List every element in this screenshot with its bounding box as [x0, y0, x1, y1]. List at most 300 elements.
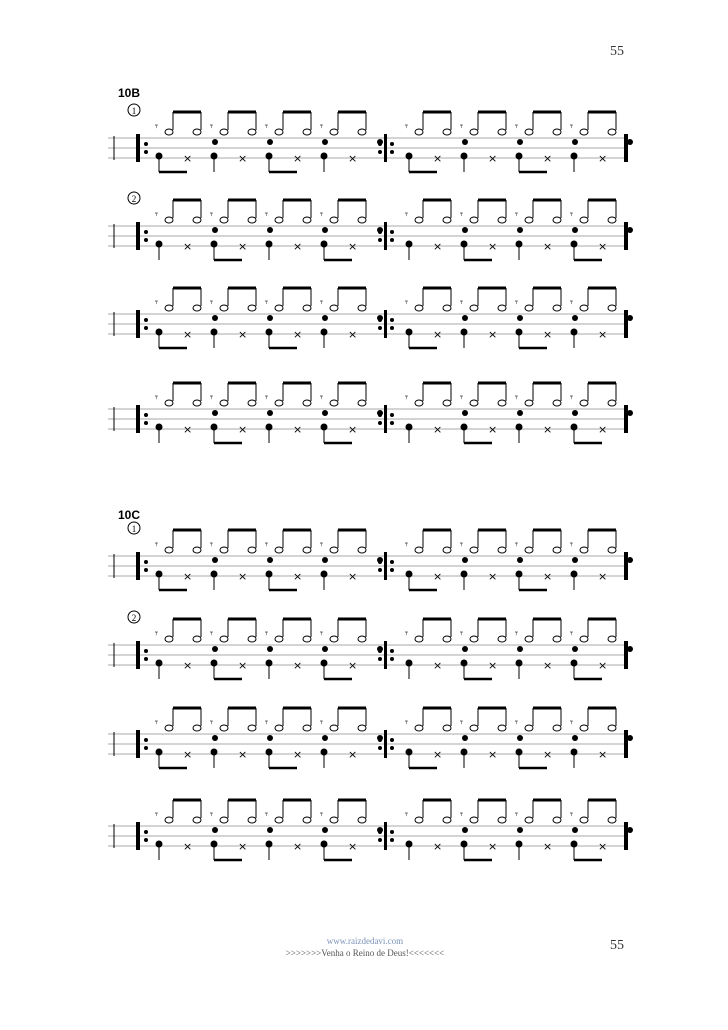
repeat-start-bar [136, 222, 140, 250]
repeat-dot [390, 230, 394, 234]
eighth-rest: 𝄾 [155, 538, 158, 551]
footer-website-link[interactable]: www.raizdedavi.com [326, 936, 404, 946]
eighth-rest: 𝄾 [405, 208, 408, 221]
snare-ghost-note: × [348, 748, 358, 761]
eighth-rest: 𝄾 [460, 538, 463, 551]
snare-note [627, 227, 633, 233]
repeat-dot [378, 838, 382, 842]
cymbal-note [525, 129, 533, 135]
repeat-dot [378, 657, 382, 661]
repeat-start-bar [136, 730, 140, 758]
eighth-rest: 𝄾 [265, 296, 268, 309]
snare-note [322, 315, 328, 321]
snare-note [627, 557, 633, 563]
cymbal-note [415, 305, 423, 311]
cymbal-note [498, 129, 506, 135]
eighth-rest: 𝄾 [405, 538, 408, 551]
cymbal-note [358, 547, 366, 553]
cymbal-note [330, 400, 338, 406]
cymbal-note [525, 725, 533, 731]
repeat-dot [144, 238, 148, 242]
snare-ghost-note: × [598, 328, 608, 341]
page-number-top: 55 [610, 44, 624, 59]
snare-note [377, 557, 383, 563]
eighth-rest: 𝄾 [515, 208, 518, 221]
snare-note [517, 139, 523, 145]
snare-ghost-note: × [598, 840, 608, 853]
cymbal-note [498, 217, 506, 223]
repeat-dot [390, 657, 394, 661]
eighth-rest: 𝄾 [265, 627, 268, 640]
snare-ghost-note: × [543, 328, 553, 341]
eighth-rest: 𝄾 [515, 716, 518, 729]
snare-note [627, 646, 633, 652]
cymbal-note [275, 305, 283, 311]
cymbal-note [580, 217, 588, 223]
snare-note [572, 139, 578, 145]
repeat-dot [144, 649, 148, 653]
snare-note [377, 735, 383, 741]
snare-note [212, 227, 218, 233]
snare-ghost-note: × [348, 328, 358, 341]
repeat-end-bar [624, 641, 628, 669]
cymbal-note [525, 817, 533, 823]
cymbal-note [580, 129, 588, 135]
repeat-dot [144, 560, 148, 564]
snare-ghost-note: × [348, 570, 358, 583]
cymbal-note [358, 400, 366, 406]
snare-ghost-note: × [598, 570, 608, 583]
cymbal-note [303, 817, 311, 823]
repeat-dot [378, 421, 382, 425]
eighth-rest: 𝄾 [570, 208, 573, 221]
snare-note [462, 410, 468, 416]
repeat-start-bar [136, 134, 140, 162]
eighth-rest: 𝄾 [320, 716, 323, 729]
section-label-10c: 10C [118, 508, 141, 522]
cymbal-note [220, 636, 228, 642]
repeat-dot [144, 746, 148, 750]
cymbal-note [580, 725, 588, 731]
repeat-dot [390, 413, 394, 417]
snare-ghost-note: × [238, 840, 248, 853]
cymbal-note [553, 129, 561, 135]
cymbal-note [553, 636, 561, 642]
repeat-dot [390, 318, 394, 322]
cymbal-note [358, 305, 366, 311]
snare-note [517, 827, 523, 833]
cymbal-note [470, 636, 478, 642]
repeat-dot [390, 142, 394, 146]
cymbal-note [498, 305, 506, 311]
repeat-dot [390, 568, 394, 572]
snare-note [212, 827, 218, 833]
repeat-dot [390, 560, 394, 564]
snare-ghost-note: × [348, 423, 358, 436]
staff-system [108, 522, 633, 590]
eighth-rest: 𝄾 [265, 208, 268, 221]
cymbal-note [275, 400, 283, 406]
repeat-start-bar [136, 552, 140, 580]
snare-ghost-note: × [293, 659, 303, 672]
eighth-rest: 𝄾 [210, 716, 213, 729]
cymbal-note [275, 725, 283, 731]
repeat-start-bar [136, 822, 140, 850]
snare-ghost-note: × [348, 840, 358, 853]
repeat-dot [378, 326, 382, 330]
cymbal-note [358, 129, 366, 135]
snare-ghost-note: × [543, 748, 553, 761]
repeat-end-bar [624, 310, 628, 338]
cymbal-note [193, 400, 201, 406]
eighth-rest: 𝄾 [320, 627, 323, 640]
snare-note [267, 557, 273, 563]
eighth-rest: 𝄾 [460, 716, 463, 729]
snare-note [627, 827, 633, 833]
cymbal-note [275, 817, 283, 823]
cymbal-note [303, 129, 311, 135]
cymbal-note [330, 547, 338, 553]
snare-note [322, 557, 328, 563]
repeat-start-bar [136, 641, 140, 669]
snare-ghost-note: × [433, 240, 443, 253]
snare-note [462, 139, 468, 145]
snare-ghost-note: × [433, 423, 443, 436]
snare-note [517, 315, 523, 321]
cymbal-note [220, 129, 228, 135]
snare-note [212, 315, 218, 321]
eighth-rest: 𝄾 [265, 716, 268, 729]
eighth-rest: 𝄾 [515, 538, 518, 551]
repeat-end-bar [624, 405, 628, 433]
snare-ghost-note: × [293, 423, 303, 436]
repeat-end-bar [624, 552, 628, 580]
eighth-rest: 𝄾 [320, 391, 323, 404]
repeat-dot [144, 150, 148, 154]
eighth-rest: 𝄾 [570, 627, 573, 640]
snare-note [517, 735, 523, 741]
repeat-end-bar [624, 730, 628, 758]
cymbal-note [303, 305, 311, 311]
cymbal-note [275, 129, 283, 135]
repeat-mid-bar [384, 310, 387, 338]
eighth-rest: 𝄾 [320, 120, 323, 133]
cymbal-note [220, 725, 228, 731]
eighth-rest: 𝄾 [210, 538, 213, 551]
cymbal-note [193, 817, 201, 823]
cymbal-note [415, 217, 423, 223]
section-label-10b: 10B [118, 86, 141, 100]
eighth-rest: 𝄾 [210, 296, 213, 309]
system-marker: 2 [131, 613, 137, 623]
snare-note [212, 646, 218, 652]
cymbal-note [248, 305, 256, 311]
eighth-rest: 𝄾 [155, 120, 158, 133]
snare-note [267, 410, 273, 416]
repeat-dot [144, 413, 148, 417]
snare-ghost-note: × [543, 240, 553, 253]
eighth-rest: 𝄾 [515, 391, 518, 404]
staff-system [108, 708, 633, 768]
cymbal-note [248, 400, 256, 406]
cymbal-note [608, 547, 616, 553]
cymbal-note [248, 129, 256, 135]
cymbal-note [553, 305, 561, 311]
cymbal-note [443, 217, 451, 223]
cymbal-note [275, 547, 283, 553]
snare-ghost-note: × [598, 423, 608, 436]
eighth-rest: 𝄾 [570, 538, 573, 551]
cymbal-note [358, 725, 366, 731]
snare-note [572, 646, 578, 652]
cymbal-note [193, 636, 201, 642]
footer-tagline: >>>>>>>Venha o Reino de Deus!<<<<<<< [285, 948, 445, 958]
repeat-mid-bar [384, 405, 387, 433]
cymbal-note [580, 400, 588, 406]
cymbal-note [443, 636, 451, 642]
snare-ghost-note: × [183, 423, 193, 436]
snare-note [322, 410, 328, 416]
cymbal-note [415, 547, 423, 553]
snare-ghost-note: × [238, 570, 248, 583]
eighth-rest: 𝄾 [460, 808, 463, 821]
repeat-mid-bar [384, 134, 387, 162]
cymbal-note [470, 400, 478, 406]
snare-note [377, 827, 383, 833]
eighth-rest: 𝄾 [405, 627, 408, 640]
eighth-rest: 𝄾 [155, 208, 158, 221]
snare-ghost-note: × [488, 570, 498, 583]
staff-system [108, 192, 633, 260]
snare-ghost-note: × [183, 570, 193, 583]
snare-ghost-note: × [543, 570, 553, 583]
snare-ghost-note: × [293, 240, 303, 253]
cymbal-note [193, 547, 201, 553]
eighth-rest: 𝄾 [460, 627, 463, 640]
cymbal-note [580, 305, 588, 311]
cymbal-note [330, 217, 338, 223]
snare-ghost-note: × [488, 152, 498, 165]
snare-note [627, 139, 633, 145]
cymbal-note [608, 129, 616, 135]
eighth-rest: 𝄾 [405, 808, 408, 821]
cymbal-note [498, 547, 506, 553]
cymbal-note [470, 725, 478, 731]
snare-note [517, 410, 523, 416]
snare-ghost-note: × [488, 748, 498, 761]
cymbal-note [443, 129, 451, 135]
snare-ghost-note: × [348, 240, 358, 253]
snare-ghost-note: × [488, 840, 498, 853]
cymbal-note [303, 636, 311, 642]
cymbal-note [498, 725, 506, 731]
cymbal-note [193, 129, 201, 135]
snare-ghost-note: × [543, 840, 553, 853]
repeat-dot [144, 738, 148, 742]
cymbal-note [275, 217, 283, 223]
eighth-rest: 𝄾 [405, 296, 408, 309]
cymbal-note [415, 400, 423, 406]
cymbal-note [165, 547, 173, 553]
cymbal-note [470, 129, 478, 135]
snare-note [212, 557, 218, 563]
repeat-dot [144, 318, 148, 322]
snare-ghost-note: × [183, 240, 193, 253]
cymbal-note [498, 817, 506, 823]
eighth-rest: 𝄾 [320, 538, 323, 551]
snare-ghost-note: × [183, 659, 193, 672]
cymbal-note [443, 725, 451, 731]
snare-ghost-note: × [183, 152, 193, 165]
repeat-dot [144, 326, 148, 330]
repeat-mid-bar [384, 822, 387, 850]
cymbal-note [608, 817, 616, 823]
snare-ghost-note: × [238, 748, 248, 761]
system-marker: 1 [131, 106, 137, 116]
staff-system [108, 288, 633, 348]
snare-note [572, 557, 578, 563]
snare-ghost-note: × [183, 328, 193, 341]
repeat-dot [390, 838, 394, 842]
snare-note [572, 735, 578, 741]
cymbal-note [470, 217, 478, 223]
repeat-dot [378, 150, 382, 154]
snare-note [267, 646, 273, 652]
eighth-rest: 𝄾 [210, 208, 213, 221]
cymbal-note [443, 400, 451, 406]
eighth-rest: 𝄾 [515, 627, 518, 640]
eighth-rest: 𝄾 [265, 120, 268, 133]
repeat-dot [390, 421, 394, 425]
snare-note [212, 410, 218, 416]
snare-note [517, 646, 523, 652]
page-number-bottom: 55 [610, 938, 624, 953]
eighth-rest: 𝄾 [460, 296, 463, 309]
repeat-dot [390, 738, 394, 742]
eighth-rest: 𝄾 [460, 391, 463, 404]
cymbal-note [248, 725, 256, 731]
repeat-dot [378, 746, 382, 750]
eighth-rest: 𝄾 [515, 808, 518, 821]
snare-ghost-note: × [488, 328, 498, 341]
snare-note [627, 410, 633, 416]
eighth-rest: 𝄾 [570, 296, 573, 309]
eighth-rest: 𝄾 [210, 120, 213, 133]
staff-system [108, 800, 633, 860]
eighth-rest: 𝄾 [570, 120, 573, 133]
snare-note [572, 410, 578, 416]
snare-note [462, 557, 468, 563]
cymbal-note [443, 305, 451, 311]
snare-ghost-note: × [433, 570, 443, 583]
cymbal-note [358, 217, 366, 223]
repeat-dot [144, 657, 148, 661]
cymbal-note [415, 725, 423, 731]
eighth-rest: 𝄾 [320, 296, 323, 309]
eighth-rest: 𝄾 [460, 208, 463, 221]
repeat-start-bar [136, 310, 140, 338]
repeat-mid-bar [384, 730, 387, 758]
snare-note [462, 227, 468, 233]
snare-ghost-note: × [433, 659, 443, 672]
snare-note [627, 735, 633, 741]
repeat-dot [390, 830, 394, 834]
snare-note [212, 735, 218, 741]
repeat-dot [378, 238, 382, 242]
repeat-mid-bar [384, 222, 387, 250]
cymbal-note [415, 817, 423, 823]
cymbal-note [275, 636, 283, 642]
repeat-mid-bar [384, 641, 387, 669]
snare-note [322, 227, 328, 233]
snare-ghost-note: × [238, 328, 248, 341]
repeat-end-bar [624, 222, 628, 250]
snare-ghost-note: × [543, 659, 553, 672]
eighth-rest: 𝄾 [570, 391, 573, 404]
staff-system [108, 104, 633, 172]
cymbal-note [165, 817, 173, 823]
cymbal-note [248, 217, 256, 223]
repeat-dot [390, 649, 394, 653]
cymbal-note [470, 547, 478, 553]
snare-ghost-note: × [433, 748, 443, 761]
repeat-end-bar [624, 822, 628, 850]
eighth-rest: 𝄾 [570, 808, 573, 821]
cymbal-note [165, 400, 173, 406]
repeat-dot [390, 326, 394, 330]
system-marker: 2 [131, 194, 137, 204]
repeat-end-bar [624, 134, 628, 162]
eighth-rest: 𝄾 [405, 716, 408, 729]
snare-note [517, 227, 523, 233]
cymbal-note [165, 305, 173, 311]
cymbal-note [330, 725, 338, 731]
snare-ghost-note: × [238, 659, 248, 672]
eighth-rest: 𝄾 [210, 627, 213, 640]
cymbal-note [498, 636, 506, 642]
cymbal-note [580, 636, 588, 642]
cymbal-note [470, 305, 478, 311]
snare-ghost-note: × [598, 152, 608, 165]
snare-note [322, 735, 328, 741]
snare-note [267, 139, 273, 145]
snare-note [377, 410, 383, 416]
snare-note [322, 646, 328, 652]
snare-ghost-note: × [348, 659, 358, 672]
snare-note [462, 827, 468, 833]
cymbal-note [193, 217, 201, 223]
eighth-rest: 𝄾 [210, 808, 213, 821]
eighth-rest: 𝄾 [460, 120, 463, 133]
cymbal-note [525, 400, 533, 406]
snare-note [267, 735, 273, 741]
cymbal-note [498, 400, 506, 406]
eighth-rest: 𝄾 [570, 716, 573, 729]
snare-ghost-note: × [488, 423, 498, 436]
eighth-rest: 𝄾 [155, 808, 158, 821]
cymbal-note [165, 725, 173, 731]
eighth-rest: 𝄾 [265, 808, 268, 821]
snare-note [462, 646, 468, 652]
eighth-rest: 𝄾 [265, 538, 268, 551]
eighth-rest: 𝄾 [515, 120, 518, 133]
snare-note [267, 827, 273, 833]
eighth-rest: 𝄾 [515, 296, 518, 309]
cymbal-note [330, 817, 338, 823]
cymbal-note [248, 636, 256, 642]
repeat-dot [144, 230, 148, 234]
snare-note [377, 227, 383, 233]
